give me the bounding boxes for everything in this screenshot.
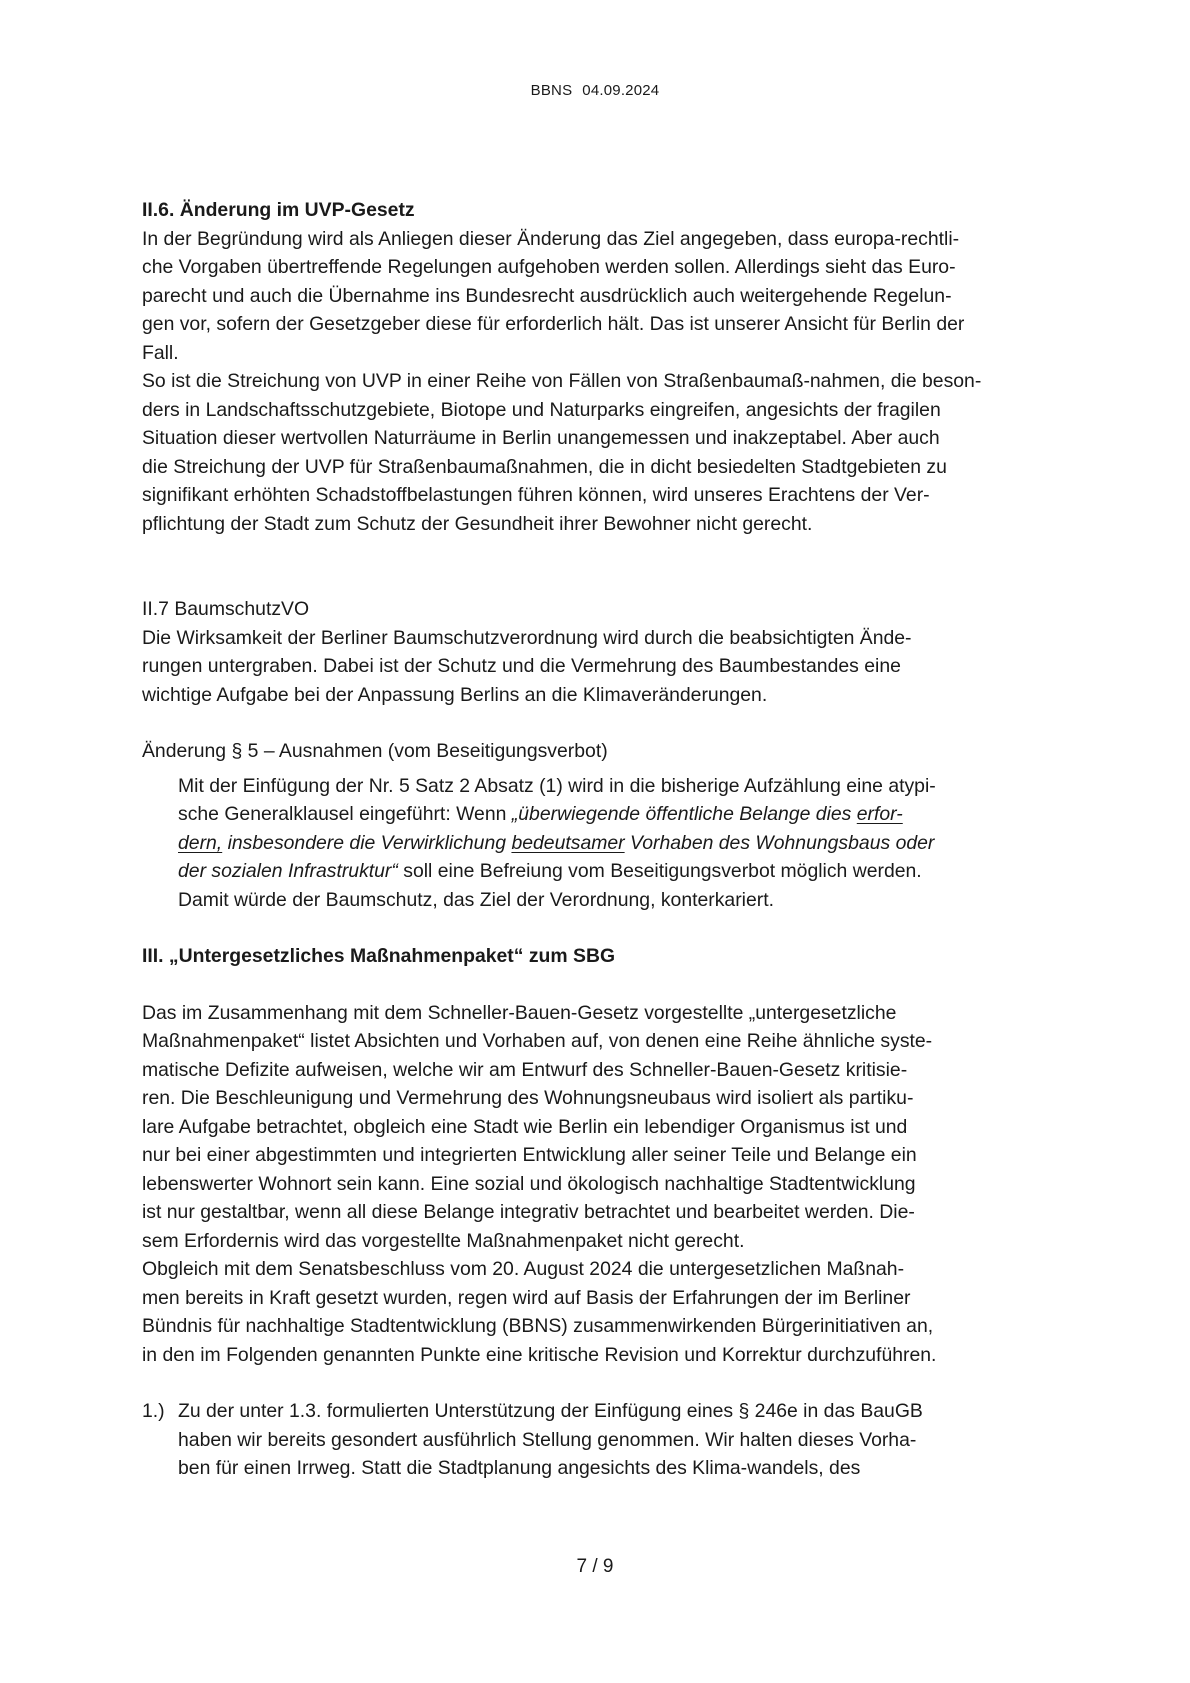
quoted-amendment-block <box>142 772 1088 915</box>
page-header <box>0 82 1190 99</box>
text-underlined: bedeutsamer <box>511 831 625 854</box>
text-line: Das im Zusammenhang mit dem Schneller-Bauen-Gesetz vorgestellte „untergesetzliche <box>142 1001 897 1024</box>
text-line: Obgleich mit dem Senatsbeschluss vom 20. August 2024 die untergesetzlichen Maßnah- <box>142 1258 905 1280</box>
text-line: che Vorgaben übertreffende Regelungen aufgehoben werden sollen. Allerdings sieht das Euro- <box>142 256 956 278</box>
text-plain: soll eine Befreiung vom Beseitigungsverbot möglich werden. <box>397 860 922 882</box>
text-line: In der Begründung wird als Anliegen dieser Änderung das Ziel angegeben, dass europa-rechtli- <box>142 227 960 250</box>
text-line: ben für einen Irrweg. Statt die Stadtplanung angesichts des Klima-wandels, des <box>178 1457 861 1479</box>
text-line: lare Aufgabe betrachtet, obgleich eine Stadt wie Berlin ein lebendiger Organismus ist und <box>142 1115 908 1138</box>
text-line: signifikant erhöhten Schadstoffbelastungen führen können, wird unseres Erachtens der Ver- <box>142 484 930 506</box>
text-line: gen vor, sofern der Gesetzgeber diese für erforderlich hält. Das ist unserer Ansicht für Berlin der <box>142 313 965 335</box>
text-line: matische Defizite aufweisen, welche wir am Entwurf des Schneller-Bauen-Gesetz kritisie- <box>142 1058 908 1081</box>
text-plain: sche Generalklausel eingeführt: Wenn <box>178 803 512 825</box>
document-body <box>142 196 1088 1483</box>
paragraph-ii6-2 <box>142 367 1088 538</box>
text-line: nur bei einer abgestimmten und integrierten Entwicklung aller seiner Teile und Belange ein <box>142 1144 917 1166</box>
text-underlined: erfor- <box>856 803 903 825</box>
text-line: ders in Landschaftsschutzgebiete, Biotope und Naturparks eingreifen, angesichts der fragilen <box>142 398 941 421</box>
text-line: rungen untergraben. Dabei ist der Schutz und die Vermehrung des Baumbestandes eine <box>142 655 901 677</box>
text-italic: insbesondere die Verwirklichung <box>222 831 512 854</box>
section-heading-ii6: II.6. Änderung im UVP-Gesetz <box>142 199 415 221</box>
text-line: Die Wirksamkeit der Berliner Baumschutzverordnung wird durch die beabsichtigten Ände- <box>142 626 912 649</box>
text-line: Zu der unter 1.3. formulierten Unterstützung der Einfügung eines § 246e in das BauGB <box>178 1400 923 1422</box>
text-line: Fall. <box>142 341 179 364</box>
section-heading-ii7: II.7 BaumschutzVO <box>142 598 310 620</box>
paragraph-ii6-1 <box>142 225 1088 368</box>
text-line: Situation dieser wertvollen Naturräume in Berlin unangemessen und inakzeptabel. Aber auch <box>142 427 940 449</box>
text-line: lebenswerter Wohnort sein kann. Eine sozial und ökologisch nachhaltige Stadtentwicklung <box>142 1172 916 1195</box>
list-number: 1.) <box>142 1400 165 1422</box>
section-heading-iii: III. „Untergesetzliches Maßnahmenpaket“ zum SBG <box>142 945 616 967</box>
text-line: ist nur gestaltbar, wenn all diese Belange integrativ betrachtet und bearbeitet werden. Die- <box>142 1201 915 1223</box>
header-org: BBNS <box>530 82 573 99</box>
text-line: Bündnis für nachhaltige Stadtentwicklung (BBNS) zusammenwirkenden Bürgerinitiativen an, <box>142 1315 934 1337</box>
paragraph-iii-1 <box>142 999 1088 1256</box>
header-date: 04.09.2024 <box>582 82 660 99</box>
subheading-paragraph-5: Änderung § 5 – Ausnahmen (vom Beseitigungsverbot) <box>142 740 608 762</box>
text-line: parecht und auch die Übernahme ins Bundesrecht ausdrücklich auch weitergehende Regelun- <box>142 284 952 307</box>
text-line: pflichtung der Stadt zum Schutz der Gesundheit ihrer Bewohner nicht gerecht. <box>142 512 813 535</box>
page-number: 7 / 9 <box>576 1556 614 1577</box>
text-italic: der sozialen Infrastruktur“ <box>178 860 398 882</box>
text-line: Mit der Einfügung der Nr. 5 Satz 2 Absatz (1) wird in die bisherige Aufzählung eine atypi- <box>178 774 936 797</box>
text-line: sem Erfordernis wird das vorgestellte Maßnahmenpaket nicht gerecht. <box>142 1229 745 1252</box>
text-line: men bereits in Kraft gesetzt wurden, regen wird auf Basis der Erfahrungen der im Berliner <box>142 1286 911 1309</box>
text-line: Damit würde der Baumschutz, das Ziel der Verordnung, konterkariert. <box>178 888 774 911</box>
text-line: haben wir bereits gesondert ausführlich Stellung genommen. Wir halten dieses Vorha- <box>178 1428 917 1451</box>
text-line: die Streichung der UVP für Straßenbaumaßnahmen, die in dicht besiedelten Stadtgebieten zu <box>142 455 947 478</box>
text-line: So ist die Streichung von UVP in einer Reihe von Fällen von Straßenbaumaß-nahmen, die beson- <box>142 370 982 392</box>
text-underlined: dern, <box>178 831 223 854</box>
text-line: ren. Die Beschleunigung und Vermehrung des Wohnungsneubaus wird isoliert als partiku- <box>142 1087 914 1109</box>
text-italic: „überwiegende öffentliche Belange dies <box>511 803 857 825</box>
text-line: in den im Folgenden genannten Punkte eine kritische Revision und Korrektur durchzuführen. <box>142 1343 937 1366</box>
paragraph-ii7-1 <box>142 624 1088 710</box>
numbered-list-item <box>142 1397 1088 1483</box>
text-line <box>178 800 1088 829</box>
text-line <box>178 829 1088 858</box>
text-line: wichtige Aufgabe bei der Anpassung Berlins an die Klimaveränderungen. <box>142 683 768 706</box>
paragraph-iii-2 <box>142 1255 1088 1369</box>
text-line <box>178 857 1088 886</box>
text-italic: Vorhaben des Wohnungsbaus oder <box>624 831 935 854</box>
text-line: Maßnahmenpaket“ listet Absichten und Vorhaben auf, von denen eine Reihe ähnliche syste- <box>142 1030 933 1052</box>
